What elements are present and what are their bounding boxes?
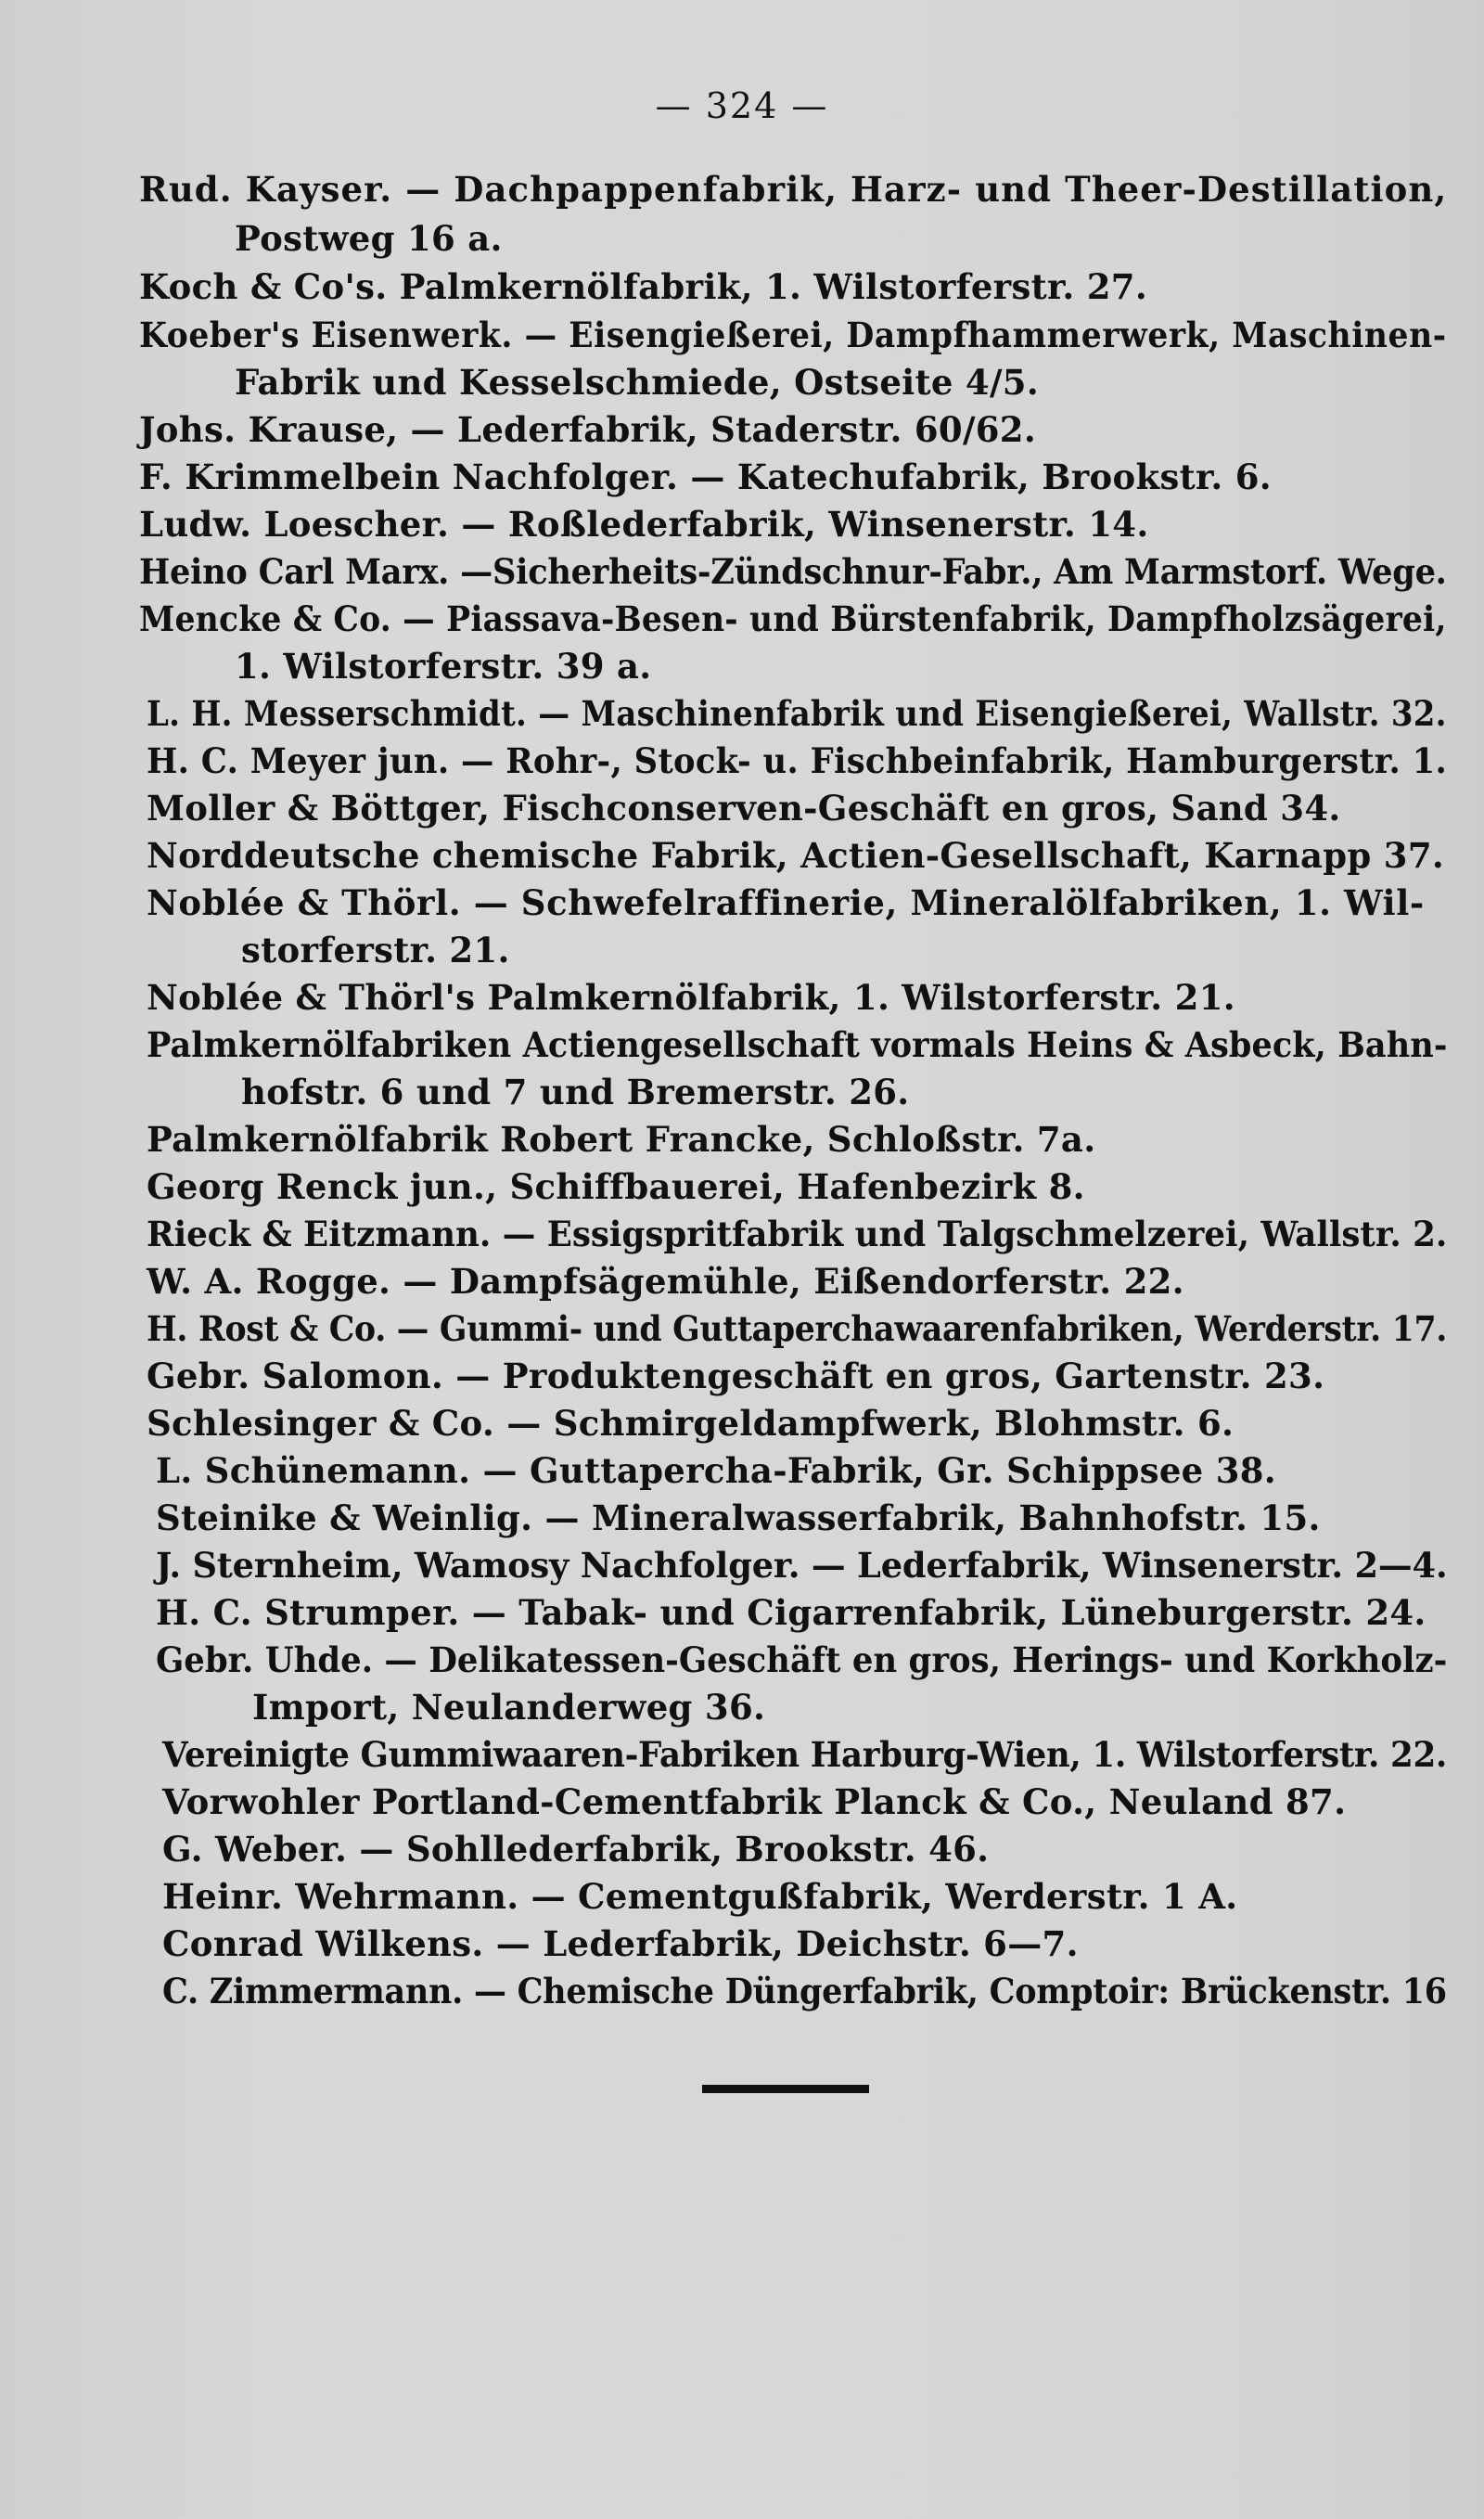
entry-line: L. Schünemann. — Guttapercha-Fabrik, Gr. Schippsee 38. xyxy=(156,1450,1276,1491)
entry-line: Conrad Wilkens. — Lederfabrik, Deichstr. 6—7. xyxy=(162,1923,1079,1964)
entry-line: 1. Wilstorferstr. 39 a. xyxy=(235,646,652,687)
entry-line: L. H. Messerschmidt. — Maschinenfabrik und Eisengießerei, Wallstr. 32. xyxy=(147,693,1447,734)
entry-line: Noblée & Thörl's Palmkernölfabrik, 1. Wilstorferstr. 21. xyxy=(147,977,1235,1018)
entry-line: Vorwohler Portland-Cementfabrik Planck & Co., Neuland 87. xyxy=(162,1781,1347,1822)
entry-line: Norddeutsche chemische Fabrik, Actien-Gesellschaft, Karnapp 37. xyxy=(147,835,1445,876)
entry-line: storferstr. 21. xyxy=(241,930,510,970)
entry-line: Import, Neulanderweg 36. xyxy=(252,1687,766,1728)
entry-line: Mencke & Co. — Piassava-Besen- und Bürstenfabrik, Dampfholzsägerei, xyxy=(139,598,1447,639)
entry-line: hofstr. 6 und 7 und Bremerstr. 26. xyxy=(241,1072,910,1112)
closing-rule xyxy=(702,2085,869,2093)
entry-line: Heinr. Wehrmann. — Cementgußfabrik, Werderstr. 1 A. xyxy=(162,1876,1238,1917)
entry-line: Gebr. Salomon. — Produktengeschäft en gros, Gartenstr. 23. xyxy=(147,1356,1325,1396)
entry-line: Palmkernölfabrik Robert Francke, Schloßstr. 7a. xyxy=(147,1119,1096,1160)
entry-line: Steinike & Weinlig. — Mineralwasserfabrik, Bahnhofstr. 15. xyxy=(156,1497,1321,1538)
entry-line: Schlesinger & Co. — Schmirgeldampfwerk, Blohmstr. 6. xyxy=(147,1403,1235,1444)
entry-line: Moller & Böttger, Fischconserven-Geschäft en gros, Sand 34. xyxy=(147,788,1341,829)
entry-line: Georg Renck jun., Schiffbauerei, Hafenbezirk 8. xyxy=(147,1166,1085,1207)
entry-line: G. Weber. — Sohllederfabrik, Brookstr. 46. xyxy=(162,1829,990,1870)
entry-line: J. Sternheim, Wamosy Nachfolger. — Lederfabrik, Winsenerstr. 2—4. xyxy=(156,1545,1448,1586)
entry-line: C. Zimmermann. — Chemische Düngerfabrik, Comptoir: Brückenstr. 16 xyxy=(162,1971,1447,2011)
entry-line: Gebr. Uhde. — Delikatessen-Geschäft en gros, Herings- und Korkholz- xyxy=(156,1639,1448,1680)
entry-line: Vereinigte Gummiwaaren-Fabriken Harburg-Wien, 1. Wilstorferstr. 22. xyxy=(162,1734,1447,1775)
entry-line: Rieck & Eitzmann. — Essigspritfabrik und Talgschmelzerei, Wallstr. 2. xyxy=(147,1214,1448,1254)
entry-line: Koeber's Eisenwerk. — Eisengießerei, Dampfhammerwerk, Maschinen- xyxy=(139,315,1447,355)
entry-line: H. C. Strumper. — Tabak- und Cigarrenfabrik, Lüneburgerstr. 24. xyxy=(156,1592,1426,1633)
entry-line: H. C. Meyer jun. — Rohr-, Stock- u. Fischbeinfabrik, Hamburgerstr. 1. xyxy=(147,740,1448,781)
entry-line: Palmkernölfabriken Actiengesellschaft vormals Heins & Asbeck, Bahn- xyxy=(147,1024,1448,1065)
page-number: — 324 — xyxy=(655,85,829,126)
entry-line: Fabrik und Kesselschmiede, Ostseite 4/5. xyxy=(235,362,1040,403)
entry-line: W. A. Rogge. — Dampfsägemühle, Eißendorferstr. 22. xyxy=(147,1261,1184,1302)
entry-line: Postweg 16 a. xyxy=(235,218,503,259)
entry-line: F. Krimmelbein Nachfolger. — Katechufabrik, Brookstr. 6. xyxy=(139,456,1272,497)
entry-line: Heino Carl Marx. —Sicherheits-Zündschnur-Fabr., Am Marmstorf. Wege. xyxy=(139,551,1447,592)
entry-line: Koch & Co's. Palmkernölfabrik, 1. Wilstorferstr. 27. xyxy=(139,266,1148,307)
entry-line: H. Rost & Co. — Gummi- und Guttaperchawaarenfabriken, Werderstr. 17. xyxy=(147,1308,1448,1349)
entry-line: Ludw. Loescher. — Roßlederfabrik, Winsenerstr. 14. xyxy=(139,504,1149,545)
entry-line: Noblée & Thörl. — Schwefelraffinerie, Mineralölfabriken, 1. Wil- xyxy=(147,882,1425,923)
entry-line: Rud. Kayser. — Dachpappenfabrik, Harz- und Theer-Destillation, xyxy=(139,169,1448,210)
entry-line: Johs. Krause, — Lederfabrik, Staderstr. 60/62. xyxy=(139,409,1037,450)
